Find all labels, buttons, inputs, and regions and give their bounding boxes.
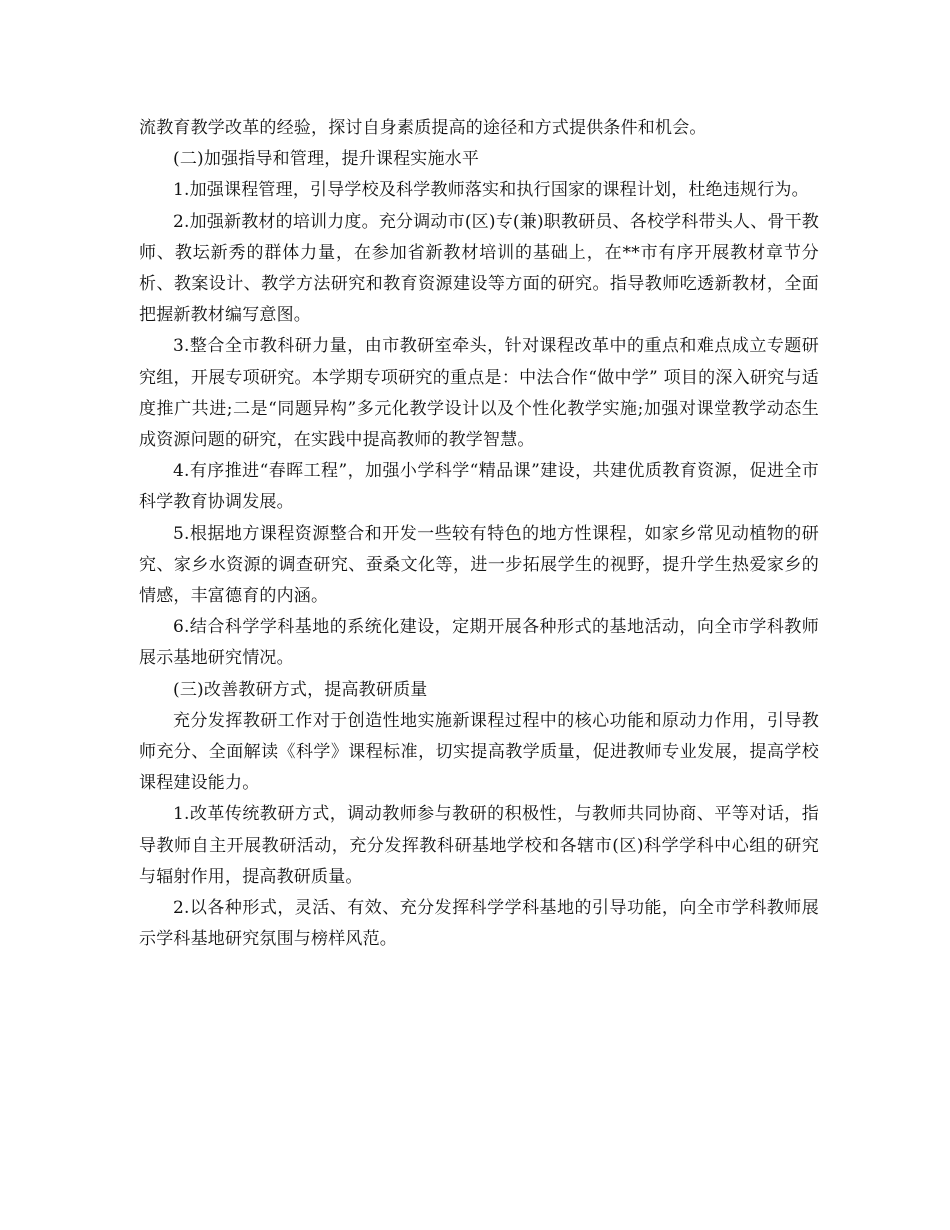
paragraph-item-6: 6.结合科学学科基地的系统化建设，定期开展各种形式的基地活动，向全市学科教师展示基地研究情况。 [139, 617, 819, 669]
paragraph-item-1: 1.加强课程管理，引导学校及科学教师落实和执行国家的课程计划，杜绝违规行为。 [173, 180, 809, 201]
section-heading-3: (三)改善教研方式，提高教研质量 [173, 679, 428, 700]
paragraph-item-2: 2.加强新教材的培训力度。充分调动市(区)专(兼)职教研员、各校学科带头人、骨干教师、教坛新秀的群体力量，在参加省新教材培训的基础上，在**市有序开展教材章节分析、教案设计、教学方法研究和教育资源建设等方面的研究。指导教师吃透新教材，全面把握新教材编写意图。 [139, 211, 819, 326]
paragraph-item-5: 5.根据地方课程资源整合和开发一些较有特色的地方性课程，如家乡常见动植物的研究、家乡水资源的调查研究、蚕桑文化等，进一步拓展学生的视野，提升学生热爱家乡的情感，丰富德育的内涵。 [139, 523, 819, 607]
section-heading-2: (二)加强指导和管理，提升课程实施水平 [173, 149, 480, 170]
paragraph-item-4: 4.有序推进“春晖工程”，加强小学科学“精品课”建设，共建优质教育资源，促进全市科学教育协调发展。 [139, 461, 819, 513]
paragraph-item-2b: 2.以各种形式，灵活、有效、充分发挥科学学科基地的引导功能，向全市学科教师展示学科基地研究氛围与榜样风范。 [139, 898, 819, 950]
paragraph-intro: 充分发挥教研工作对于创造性地实施新课程过程中的核心功能和原动力作用，引导教师充分、全面解读《科学》课程标准，切实提高教学质量，促进教师专业发展，提高学校课程建设能力。 [139, 710, 819, 794]
paragraph-item-3: 3.整合全市教科研力量，由市教研室牵头，针对课程改革中的重点和难点成立专题研究组，开展专项研究。本学期专项研究的重点是：中法合作“做中学” 项目的深入研究与适度推广共进;二是“同题异构”多元化教学设计以及个性化教学实施;加强对课堂教学动态生成资源问题的研究，在实践中提高教师的教学智慧。 [139, 336, 819, 451]
paragraph-item-1b: 1.改革传统教研方式，调动教师参与教研的积极性，与教师共同协商、平等对话，指导教师自主开展教研活动，充分发挥教科研基地学校和各辖市(区)科学学科中心组的研究与辐射作用，提高教研质量。 [139, 804, 819, 887]
document-body [139, 113, 819, 955]
paragraph-continuation: 流教育教学改革的经验，探讨自身素质提高的途径和方式提供条件和机会。 [139, 118, 707, 138]
